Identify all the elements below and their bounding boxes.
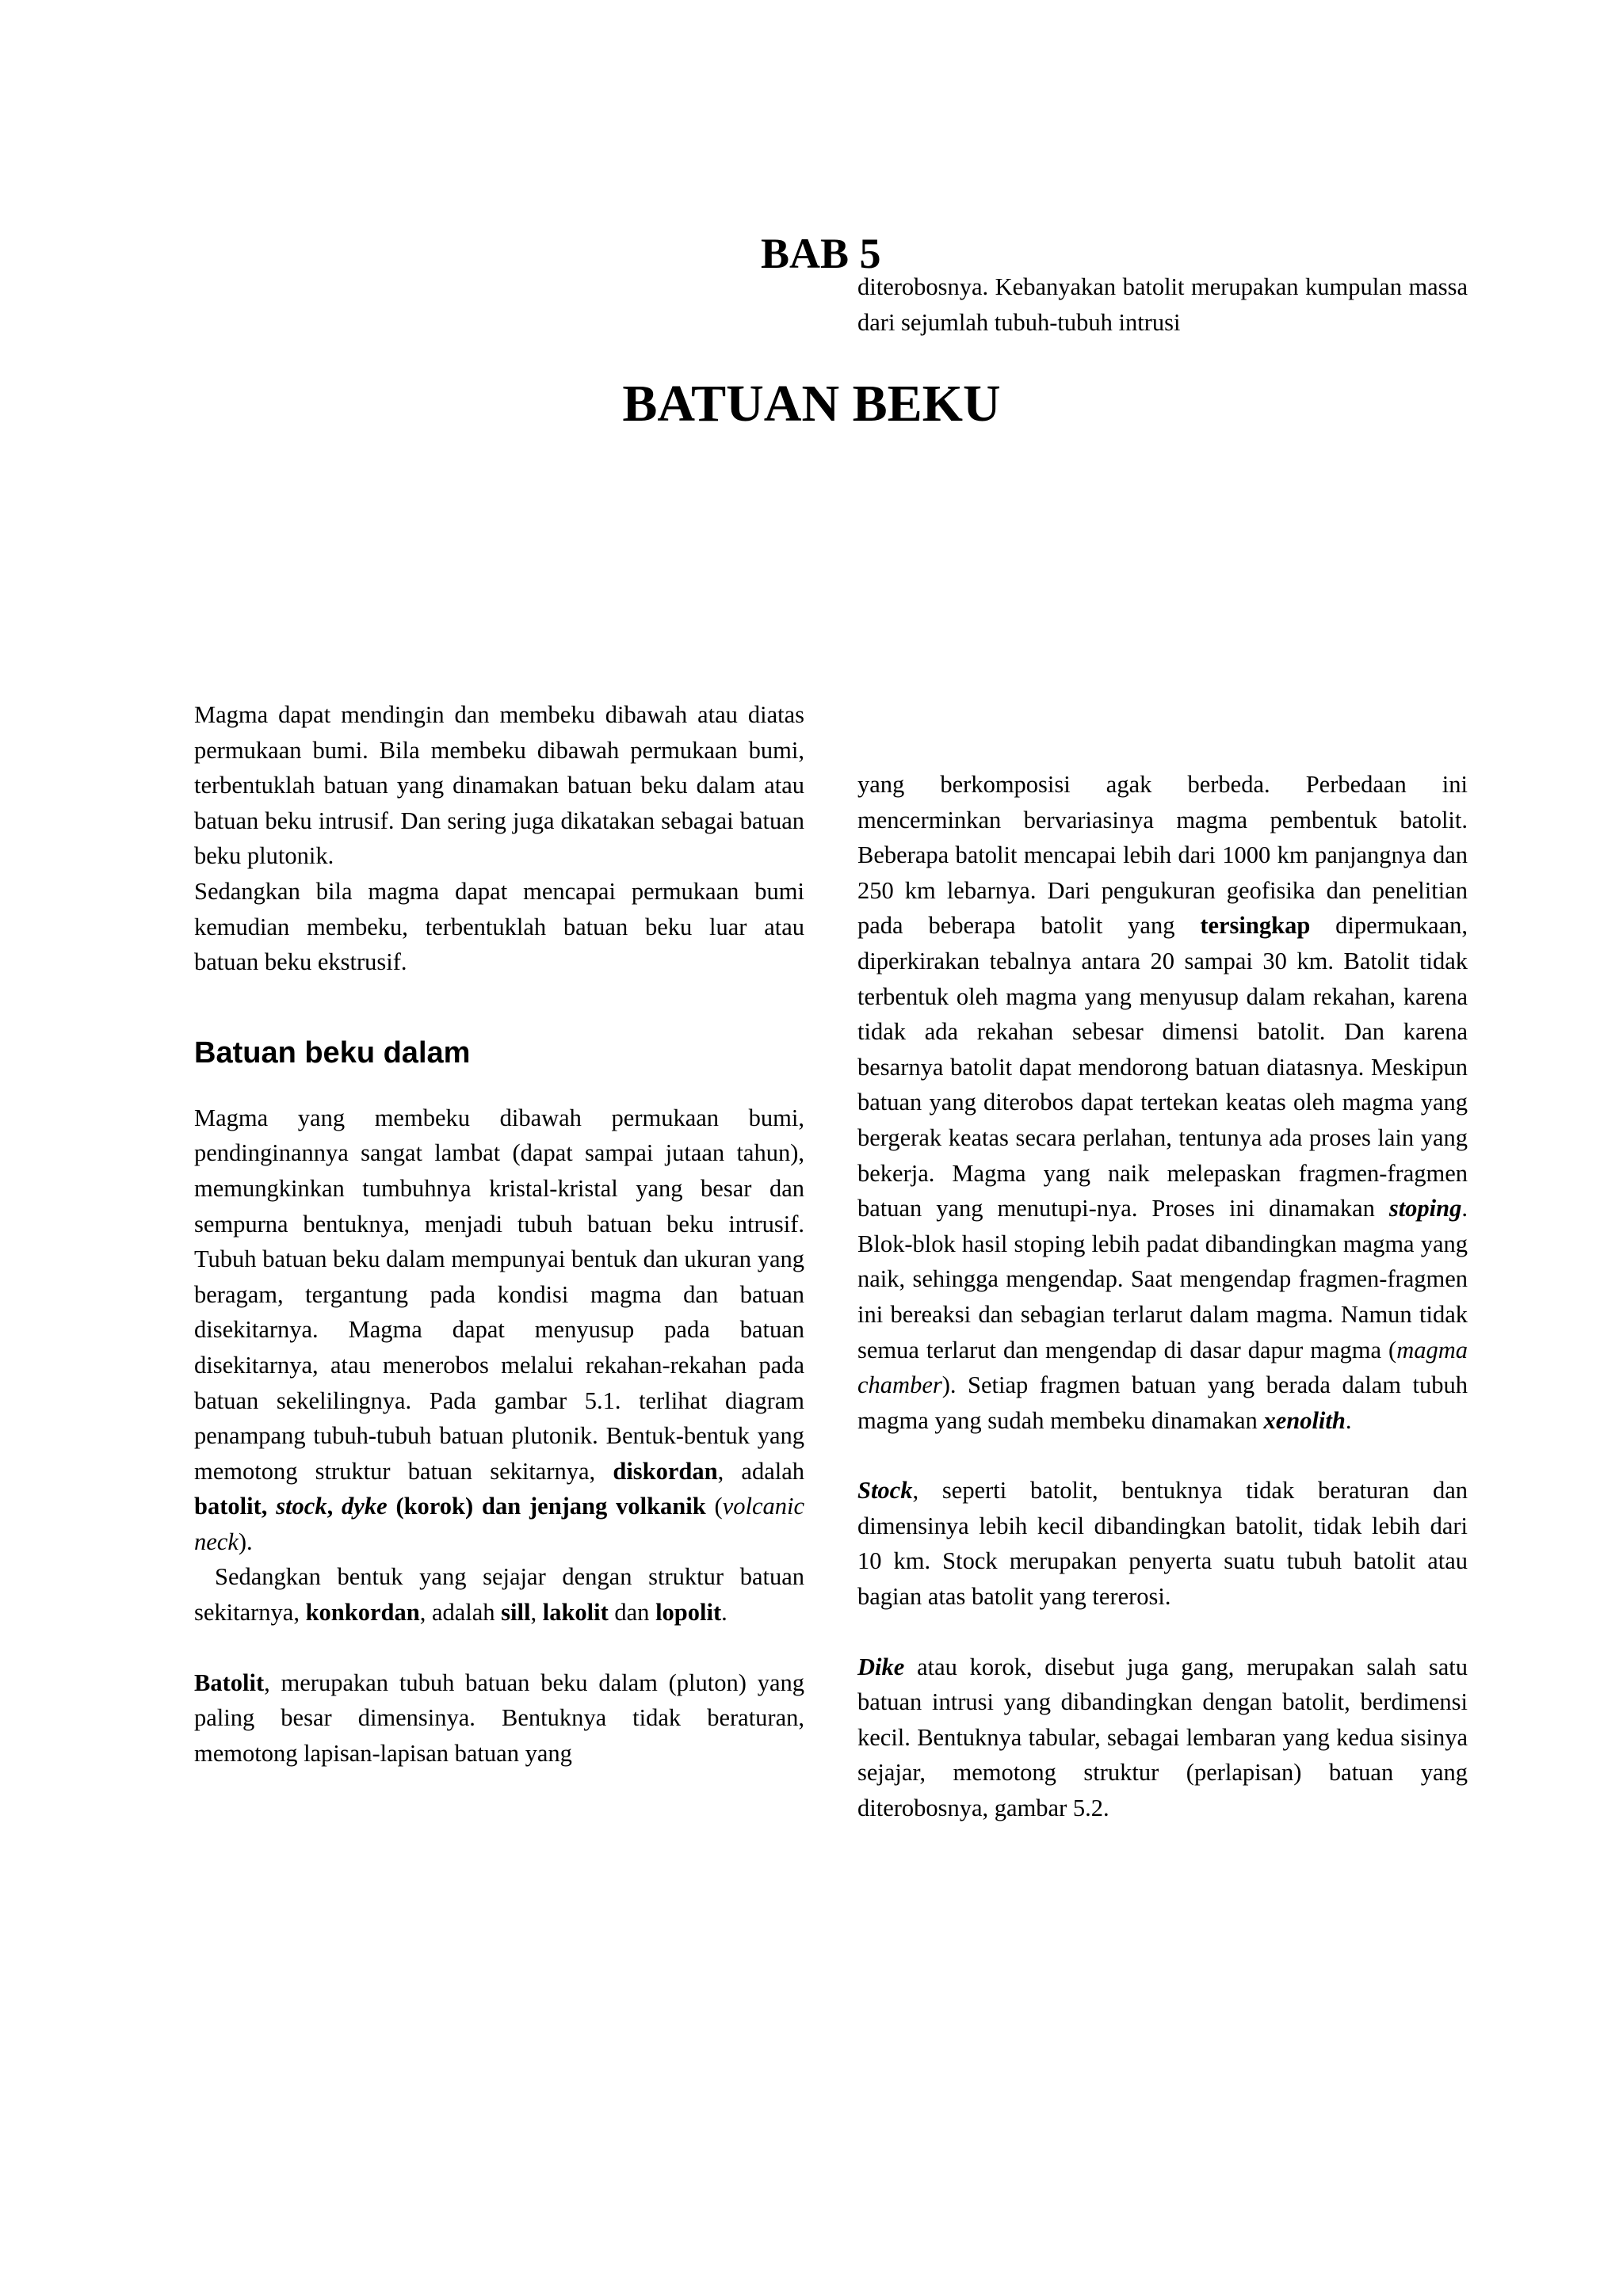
text-span: dan — [608, 1599, 656, 1627]
chapter-label: BAB 5 — [761, 230, 881, 277]
text-span: , seperti batolit, bentuknya tidak beraturan dan dimensinya lebih kecil dibandingkan batolit, tidak lebih dari 10 km. Stock merupakan penyerta suatu tubuh batolit atau bagian atas batolit yang tererosi. — [857, 1477, 1468, 1611]
term-batolit: Batolit — [194, 1669, 265, 1696]
term-lopolit: lopolit — [655, 1599, 722, 1627]
text-span: . — [1345, 1406, 1352, 1434]
term-volcanic-neck: volcanic neck — [194, 1493, 804, 1555]
right-paragraph-2 — [857, 1473, 1468, 1614]
term-lakolit: lakolit — [542, 1599, 609, 1627]
intro-paragraph-1: Magma dapat mendingin dan membeku dibawah atau diatas permukaan bumi. Bila membeku dibawah permukaan bumi, terbentuklah batuan yang dinamakan batuan beku dalam atau batuan beku intrusif. Dan sering juga dikatakan sebagai batuan beku plutonik. — [194, 701, 804, 870]
term-stock: Stock — [857, 1477, 913, 1505]
text-span: , adalah — [419, 1599, 502, 1627]
section-heading: Batuan beku dalam — [194, 1035, 471, 1070]
text-span: , — [530, 1599, 543, 1627]
term-dike: Dike — [857, 1653, 905, 1680]
text-span: Sedangkan bentuk yang sejajar dengan struktur batuan sekitarnya, — [194, 1563, 804, 1627]
right-paragraph-3 — [857, 1650, 1468, 1826]
text-span: ). Setiap fragmen batuan yang berada dalam tubuh magma yang sudah membeku dinamakan — [857, 1371, 1468, 1434]
text-span: atau korok, disebut juga gang, merupakan salah satu batuan intrusi yang dibandingkan dengan batolit, berdimensi kecil. Bentuknya tabular, sebagai lembaran yang kedua sisinya sejajar, memotong struktur (perlapisan) batuan yang diterobosnya, gambar 5.2. — [857, 1653, 1468, 1822]
term-sill: sill — [501, 1599, 531, 1627]
chapter-title: BATUAN BEKU — [622, 375, 1001, 433]
term-tersingkap: tersingkap — [1200, 912, 1311, 940]
text-span: , adalah — [717, 1457, 804, 1485]
right-top-paragraph: diterobosnya. Kebanyakan batolit merupakan kumpulan massa dari sejumlah tubuh-tubuh intrusi — [857, 273, 1468, 336]
right-column-top — [857, 269, 1468, 340]
right-column — [857, 767, 1468, 1826]
text-span: . Blok-blok hasil stoping lebih padat dibandingkan magma yang naik, sehingga mengendap. Saat mengendap fragmen-fragmen ini bereaksi dan sebagian terlarut dalam magma. Namun tidak semua terlarut dan mengendap di dasar dapur magma ( — [857, 1195, 1468, 1363]
term-stoping: stoping — [1388, 1195, 1462, 1222]
text-span: , — [327, 1493, 342, 1520]
term-konkordan: konkordan — [305, 1599, 420, 1627]
text-span: yang berkomposisi agak berbeda. Perbedaan ini mencerminkan bervariasinya magma pembentuk batolit. Beberapa batolit mencapai lebih dari 1000 km panjangnya dan 250 km lebarnya. Dari pengukuran geofisika dan penelitian pada beberapa batolit yang — [857, 771, 1468, 940]
term-korok-jenjang: (korok) dan jenjang volkanik — [387, 1493, 706, 1520]
term-magma-chamber: magma chamber — [857, 1336, 1468, 1399]
text-span: . — [721, 1599, 727, 1627]
term-stock: stock — [276, 1493, 327, 1520]
text-span: , merupakan tubuh batuan beku dalam (pluton) yang paling besar dimensinya. Bentuknya tidak beraturan, memotong lapisan-lapisan batuan yang — [194, 1669, 804, 1767]
term-batolit: batolit, — [194, 1493, 268, 1520]
left-column — [194, 697, 804, 1771]
text-span: ( — [705, 1493, 723, 1520]
text-span: dipermukaan, diperkirakan tebalnya antara 20 sampai 30 km. Batolit tidak terbentuk oleh magma yang menyusup dalam rekahan, karena tidak ada rekahan sebesar dimensi batolit. Dan karena besarnya batolit dapat mendorong batuan diatasnya. Meskipun batuan yang diterobos dapat tertekan keatas oleh magma yang bergerak keatas secara perlahan, tentunya ada proses lain yang bekerja. Magma yang naik melepaskan fragmen-fragmen batuan yang menutupi-nya. Proses ini dinamakan — [857, 912, 1468, 1222]
body-paragraph-3 — [194, 1665, 804, 1772]
body-paragraph-2 — [194, 1559, 804, 1630]
right-paragraph-1 — [857, 767, 1468, 1438]
term-xenolith: xenolith — [1263, 1406, 1346, 1434]
term-diskordan: diskordan — [613, 1457, 718, 1485]
term-dyke: dyke — [342, 1493, 388, 1520]
text-span: ). — [238, 1527, 253, 1555]
body-paragraph-1 — [194, 1100, 804, 1560]
text-span: Magma yang membeku dibawah permukaan bumi, pendinginannya sangat lambat (dapat sampai jutaan tahun), memungkinkan tumbuhnya kristal-kristal yang besar dan sempurna bentuknya, menjadi tubuh batuan beku intrusif. Tubuh batuan beku dalam mempunyai bentuk dan ukuran yang beragam, tergantung pada kondisi magma dan batuan disekitarnya. Magma dapat menyusup pada batuan disekitarnya, atau menerobos melalui rekahan-rekahan pada batuan sekelilingnya. Pada gambar 5.1. terlihat diagram penampang tubuh-tubuh batuan plutonik. Bentuk-bentuk yang memotong struktur batuan sekitarnya, — [194, 1104, 804, 1485]
intro-paragraph-2: Sedangkan bila magma dapat mencapai permukaan bumi kemudian membeku, terbentuklah batuan beku luar atau batuan beku ekstrusif. — [194, 877, 804, 976]
